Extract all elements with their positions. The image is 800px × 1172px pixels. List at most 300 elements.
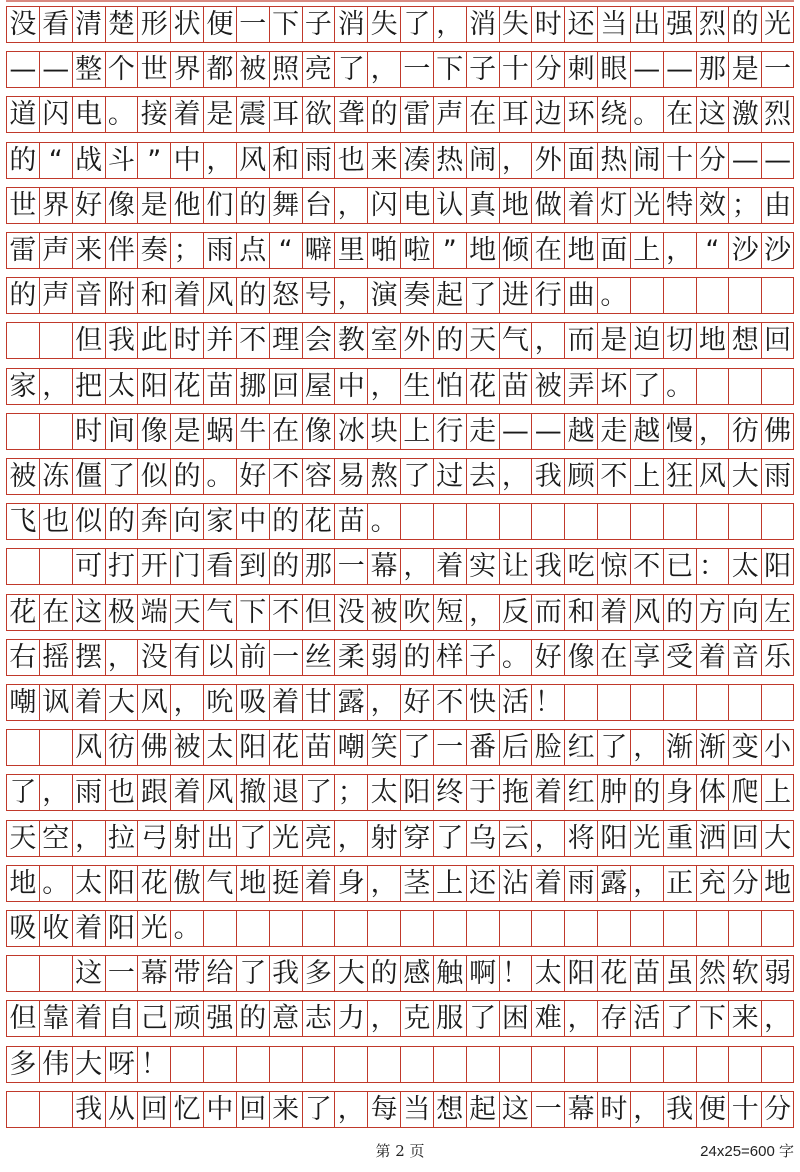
grid-cell: 环 xyxy=(564,97,597,132)
grid-cell: ” xyxy=(433,233,466,268)
grid-cell xyxy=(531,911,564,946)
grid-cell: ； xyxy=(334,775,367,810)
grid-cell: 着 xyxy=(72,911,105,946)
grid-cell: 反 xyxy=(499,595,532,630)
grid-cell: 那 xyxy=(696,52,729,87)
grid-cell: 地 xyxy=(499,188,532,223)
grid-cell xyxy=(433,1047,466,1082)
grid-cell: 风 xyxy=(137,685,170,720)
grid-cell: 我 xyxy=(663,1092,696,1127)
grid-cell: 我 xyxy=(72,1092,105,1127)
grid-cell: 想 xyxy=(433,1092,466,1127)
grid-cell: 吃 xyxy=(564,549,597,584)
grid-cell: 我 xyxy=(269,956,302,991)
grid-cell: 正 xyxy=(663,866,696,901)
grid-cell: 终 xyxy=(433,775,466,810)
grid-cell: ， xyxy=(499,143,532,178)
grid-cell xyxy=(564,685,597,720)
grid-cell xyxy=(531,504,564,539)
grid-cell xyxy=(728,685,761,720)
grid-cell xyxy=(564,911,597,946)
grid-cell: 苗 xyxy=(334,504,367,539)
grid-cell: 奏 xyxy=(137,233,170,268)
grid-cell: 射 xyxy=(367,821,400,856)
grid-cell: 声 xyxy=(39,233,72,268)
grid-cell: 将 xyxy=(564,821,597,856)
grid-cell xyxy=(400,911,433,946)
grid-cell: 也 xyxy=(105,775,138,810)
grid-cell: ， xyxy=(334,278,367,313)
grid-cell: 斗 xyxy=(105,143,138,178)
grid-cell: — xyxy=(531,414,564,449)
grid-cell: 闹 xyxy=(466,143,499,178)
grid-cell xyxy=(39,730,72,765)
grid-cell: 会 xyxy=(302,323,335,358)
grid-cell: 震 xyxy=(236,97,269,132)
grid-cell: 外 xyxy=(531,143,564,178)
grid-cell: 的 xyxy=(728,7,761,42)
grid-cell: 起 xyxy=(466,1092,499,1127)
grid-cell: 耳 xyxy=(269,97,302,132)
grid-row xyxy=(6,820,794,857)
grid-cell: 教 xyxy=(334,323,367,358)
grid-cell: 不 xyxy=(433,685,466,720)
grid-cell: 挪 xyxy=(236,369,269,404)
grid-cell: 好 xyxy=(400,685,433,720)
grid-cell: 清 xyxy=(72,7,105,42)
grid-cell: 容 xyxy=(302,459,335,494)
grid-cell: 右 xyxy=(6,640,39,675)
grid-cell: 和 xyxy=(137,278,170,313)
grid-cell: 的 xyxy=(236,278,269,313)
grid-cell: 活 xyxy=(630,1001,663,1036)
grid-cell: 下 xyxy=(269,7,302,42)
grid-cell: 由 xyxy=(761,188,794,223)
grid-cell: 倾 xyxy=(499,233,532,268)
grid-cell: 烈 xyxy=(696,7,729,42)
grid-cell: 他 xyxy=(170,188,203,223)
grid-cell: 冰 xyxy=(334,414,367,449)
grid-cell: 看 xyxy=(203,549,236,584)
grid-cell: 僵 xyxy=(72,459,105,494)
grid-cell: 苗 xyxy=(203,369,236,404)
grid-cell: 收 xyxy=(39,911,72,946)
grid-cell: 音 xyxy=(728,640,761,675)
grid-cell xyxy=(663,685,696,720)
grid-cell: 存 xyxy=(597,1001,630,1036)
grid-cell: 亮 xyxy=(302,821,335,856)
grid-cell xyxy=(728,369,761,404)
grid-cell xyxy=(302,1047,335,1082)
grid-cell xyxy=(499,1047,532,1082)
grid-cell xyxy=(696,504,729,539)
grid-cell: 还 xyxy=(466,866,499,901)
grid-cell: 子 xyxy=(302,7,335,42)
grid-cell: 回 xyxy=(269,369,302,404)
grid-cell: 子 xyxy=(466,640,499,675)
grid-cell: 的 xyxy=(400,640,433,675)
grid-cell: 室 xyxy=(367,323,400,358)
grid-cell xyxy=(728,1047,761,1082)
grid-cell: 享 xyxy=(630,640,663,675)
grid-cell: 中 xyxy=(170,143,203,178)
grid-cell xyxy=(663,911,696,946)
grid-row xyxy=(6,96,794,133)
grid-cell: 下 xyxy=(236,595,269,630)
grid-cell: 分 xyxy=(761,1092,794,1127)
grid-cell: 被 xyxy=(531,369,564,404)
grid-cell: 中 xyxy=(334,369,367,404)
grid-cell: 一 xyxy=(236,7,269,42)
grid-cell: 彷 xyxy=(728,414,761,449)
grid-cell: 后 xyxy=(499,730,532,765)
grid-cell: 乌 xyxy=(466,821,499,856)
grid-cell: 面 xyxy=(597,233,630,268)
grid-cell: 天 xyxy=(170,595,203,630)
grid-cell xyxy=(728,504,761,539)
grid-cell: 光 xyxy=(630,188,663,223)
grid-cell xyxy=(400,504,433,539)
grid-cell: ， xyxy=(39,369,72,404)
grid-cell: 激 xyxy=(728,97,761,132)
grid-cell: 十 xyxy=(499,52,532,87)
grid-cell: ， xyxy=(400,549,433,584)
grid-cell: 了 xyxy=(334,52,367,87)
grid-cell: 有 xyxy=(170,640,203,675)
grid-cell: 着 xyxy=(302,866,335,901)
grid-cell xyxy=(6,414,39,449)
grid-cell: 惊 xyxy=(597,549,630,584)
grid-cell: — xyxy=(6,52,39,87)
grid-row xyxy=(6,639,794,676)
grid-cell: 了 xyxy=(466,1001,499,1036)
grid-cell: 下 xyxy=(433,52,466,87)
grid-cell: 理 xyxy=(269,323,302,358)
composition-grid-paper xyxy=(6,0,794,1144)
grid-cell: 了 xyxy=(302,1092,335,1127)
grid-row xyxy=(6,232,794,269)
grid-cell: 上 xyxy=(630,459,663,494)
grid-cell: 着 xyxy=(597,595,630,630)
grid-cell: 曲 xyxy=(564,278,597,313)
grid-cell: 不 xyxy=(269,595,302,630)
grid-cell: 着 xyxy=(170,278,203,313)
grid-cell: 气 xyxy=(203,866,236,901)
grid-cell: 甘 xyxy=(302,685,335,720)
grid-cell: 号 xyxy=(302,278,335,313)
grid-cell: 的 xyxy=(236,188,269,223)
grid-cell xyxy=(761,369,794,404)
grid-cell: 中 xyxy=(236,504,269,539)
grid-cell: 好 xyxy=(236,459,269,494)
grid-cell: 触 xyxy=(433,956,466,991)
grid-row xyxy=(6,548,794,585)
grid-cell: 块 xyxy=(367,414,400,449)
grid-cell: 中 xyxy=(203,1092,236,1127)
grid-cell: 地 xyxy=(236,866,269,901)
grid-cell: 吮 xyxy=(203,685,236,720)
grid-cell: “ xyxy=(39,143,72,178)
grid-cell: 把 xyxy=(72,369,105,404)
grid-cell: ， xyxy=(367,52,400,87)
grid-cell: 露 xyxy=(597,866,630,901)
grid-cell: 花 xyxy=(302,504,335,539)
grid-cell: 而 xyxy=(564,323,597,358)
grid-cell: 十 xyxy=(663,143,696,178)
grid-cell: 着 xyxy=(170,775,203,810)
grid-cell: 回 xyxy=(761,323,794,358)
grid-cell: 不 xyxy=(630,549,663,584)
grid-cell: 。 xyxy=(170,911,203,946)
grid-cell xyxy=(367,1047,400,1082)
grid-cell: 像 xyxy=(564,640,597,675)
grid-cell: 阳 xyxy=(564,956,597,991)
grid-cell: 消 xyxy=(334,7,367,42)
grid-cell: 佛 xyxy=(761,414,794,449)
grid-cell: 渐 xyxy=(663,730,696,765)
grid-row xyxy=(6,187,794,224)
grid-cell: 前 xyxy=(236,640,269,675)
grid-cell: 太 xyxy=(728,549,761,584)
grid-cell: 的 xyxy=(367,97,400,132)
grid-cell: 风 xyxy=(72,730,105,765)
grid-cell xyxy=(170,1047,203,1082)
grid-cell: 向 xyxy=(170,504,203,539)
grid-cell: 真 xyxy=(466,188,499,223)
grid-row xyxy=(6,684,794,721)
grid-cell: 演 xyxy=(367,278,400,313)
grid-cell: 闪 xyxy=(367,188,400,223)
grid-cell: 分 xyxy=(696,143,729,178)
grid-cell: 们 xyxy=(203,188,236,223)
grid-cell: 摆 xyxy=(72,640,105,675)
grid-cell: 讽 xyxy=(39,685,72,720)
grid-cell: 丝 xyxy=(302,640,335,675)
grid-cell: 气 xyxy=(499,323,532,358)
grid-cell: 弱 xyxy=(367,640,400,675)
grid-cell: 附 xyxy=(105,278,138,313)
grid-cell: 接 xyxy=(137,97,170,132)
grid-cell: 是 xyxy=(597,323,630,358)
grid-cell: 也 xyxy=(39,504,72,539)
grid-cell: 靠 xyxy=(39,1001,72,1036)
grid-row xyxy=(6,503,794,540)
grid-cell: 彷 xyxy=(105,730,138,765)
grid-cell: 了 xyxy=(400,7,433,42)
grid-cell: 时 xyxy=(170,323,203,358)
grid-cell: 受 xyxy=(663,640,696,675)
grid-cell: ， xyxy=(630,1092,663,1127)
grid-cell: 地 xyxy=(564,233,597,268)
grid-cell: 面 xyxy=(564,143,597,178)
grid-cell: ， xyxy=(334,821,367,856)
grid-cell: 光 xyxy=(761,7,794,42)
grid-row xyxy=(6,729,794,766)
grid-cell: 飞 xyxy=(6,504,39,539)
grid-cell: — xyxy=(663,52,696,87)
grid-cell: 端 xyxy=(137,595,170,630)
grid-cell: 闹 xyxy=(630,143,663,178)
grid-cell: 跟 xyxy=(137,775,170,810)
grid-cell: 。 xyxy=(663,369,696,404)
grid-cell: 失 xyxy=(499,7,532,42)
grid-cell: ： xyxy=(696,549,729,584)
grid-cell: 难 xyxy=(531,1001,564,1036)
grid-cell: 撤 xyxy=(236,775,269,810)
grid-cell: ， xyxy=(170,685,203,720)
grid-row xyxy=(6,594,794,631)
grid-row xyxy=(6,774,794,811)
grid-cell: 着 xyxy=(696,640,729,675)
grid-cell: 走 xyxy=(597,414,630,449)
grid-cell xyxy=(597,504,630,539)
grid-cell xyxy=(630,911,663,946)
grid-cell: 越 xyxy=(630,414,663,449)
grid-cell: 回 xyxy=(137,1092,170,1127)
grid-cell: 软 xyxy=(728,956,761,991)
grid-cell: 大 xyxy=(334,956,367,991)
grid-cell: 强 xyxy=(203,1001,236,1036)
grid-cell xyxy=(728,278,761,313)
grid-cell: 的 xyxy=(6,143,39,178)
grid-cell: 了 xyxy=(597,730,630,765)
grid-cell: 多 xyxy=(6,1047,39,1082)
grid-cell: 感 xyxy=(400,956,433,991)
grid-cell: 时 xyxy=(597,1092,630,1127)
grid-cell: 小 xyxy=(761,730,794,765)
grid-cell: 充 xyxy=(696,866,729,901)
grid-cell xyxy=(334,911,367,946)
grid-cell: 力 xyxy=(334,1001,367,1036)
grid-cell: 重 xyxy=(663,821,696,856)
grid-cell: 着 xyxy=(531,775,564,810)
grid-cell: 气 xyxy=(203,595,236,630)
grid-cell: 的 xyxy=(663,595,696,630)
grid-cell: 样 xyxy=(433,640,466,675)
grid-cell: 台 xyxy=(302,188,335,223)
grid-cell: 地 xyxy=(6,866,39,901)
grid-cell: 我 xyxy=(531,459,564,494)
grid-cell: 时 xyxy=(531,7,564,42)
grid-cell xyxy=(499,911,532,946)
grid-cell: 下 xyxy=(696,1001,729,1036)
grid-cell: 都 xyxy=(203,52,236,87)
grid-cell: 起 xyxy=(433,278,466,313)
grid-cell: 照 xyxy=(269,52,302,87)
grid-cell: ； xyxy=(728,188,761,223)
grid-cell: 体 xyxy=(696,775,729,810)
grid-cell: 风 xyxy=(236,143,269,178)
grid-cell: 没 xyxy=(6,7,39,42)
grid-cell: 但 xyxy=(302,595,335,630)
grid-cell: 失 xyxy=(367,7,400,42)
grid-cell: 间 xyxy=(105,414,138,449)
grid-cell: 的 xyxy=(6,278,39,313)
grid-cell: 了 xyxy=(6,775,39,810)
grid-cell: 雨 xyxy=(302,143,335,178)
grid-cell: 牛 xyxy=(236,414,269,449)
grid-cell: 射 xyxy=(170,821,203,856)
grid-cell: 带 xyxy=(170,956,203,991)
grid-cell: — xyxy=(499,414,532,449)
grid-cell xyxy=(6,323,39,358)
grid-cell: 啪 xyxy=(367,233,400,268)
grid-cell: 便 xyxy=(696,1092,729,1127)
grid-cell: 屋 xyxy=(302,369,335,404)
grid-cell: 脸 xyxy=(531,730,564,765)
grid-cell: ， xyxy=(334,188,367,223)
grid-cell: ， xyxy=(531,821,564,856)
grid-cell: 意 xyxy=(269,1001,302,1036)
grid-cell: 我 xyxy=(105,323,138,358)
grid-cell: 拖 xyxy=(499,775,532,810)
grid-cell: 做 xyxy=(531,188,564,223)
grid-cell: 红 xyxy=(564,730,597,765)
grid-cell: 。 xyxy=(367,504,400,539)
grid-cell: 服 xyxy=(433,1001,466,1036)
grid-row xyxy=(6,1000,794,1037)
grid-cell: “ xyxy=(269,233,302,268)
grid-cell: 阳 xyxy=(400,775,433,810)
grid-cell: ， xyxy=(105,640,138,675)
grid-cell: 左 xyxy=(761,595,794,630)
grid-cell: 阳 xyxy=(236,730,269,765)
grid-cell xyxy=(334,1047,367,1082)
grid-cell: 到 xyxy=(236,549,269,584)
grid-cell: 好 xyxy=(72,188,105,223)
grid-cell: 子 xyxy=(466,52,499,87)
grid-cell xyxy=(761,1047,794,1082)
grid-cell: 阳 xyxy=(137,369,170,404)
grid-cell: 形 xyxy=(137,7,170,42)
grid-cell: 眼 xyxy=(597,52,630,87)
grid-cell xyxy=(400,1047,433,1082)
grid-cell xyxy=(433,504,466,539)
grid-cell: 声 xyxy=(39,278,72,313)
grid-cell xyxy=(269,1047,302,1082)
grid-cell: 幕 xyxy=(564,1092,597,1127)
grid-cell: 太 xyxy=(531,956,564,991)
grid-cell: 亮 xyxy=(302,52,335,87)
grid-size-label: 24x25=600 字 xyxy=(700,1143,794,1160)
grid-cell: 像 xyxy=(105,188,138,223)
grid-cell: ！ xyxy=(499,956,532,991)
grid-cell: ， xyxy=(367,1001,400,1036)
grid-cell: 地 xyxy=(696,323,729,358)
grid-cell: 露 xyxy=(334,685,367,720)
grid-cell xyxy=(302,911,335,946)
grid-cell: 没 xyxy=(334,595,367,630)
grid-cell: 光 xyxy=(137,911,170,946)
grid-cell: 走 xyxy=(466,414,499,449)
grid-cell: 向 xyxy=(728,595,761,630)
grid-cell: 在 xyxy=(39,595,72,630)
grid-cell: 风 xyxy=(696,459,729,494)
grid-row xyxy=(6,368,794,405)
grid-cell: 行 xyxy=(433,414,466,449)
grid-cell: 着 xyxy=(564,188,597,223)
grid-cell: 方 xyxy=(696,595,729,630)
grid-cell: 活 xyxy=(499,685,532,720)
grid-cell: 便 xyxy=(203,7,236,42)
grid-cell: 己 xyxy=(137,1001,170,1036)
grid-cell: 沙 xyxy=(728,233,761,268)
grid-cell: 并 xyxy=(203,323,236,358)
grid-cell: 。 xyxy=(203,459,236,494)
grid-cell: 云 xyxy=(499,821,532,856)
grid-cell: 空 xyxy=(39,821,72,856)
grid-cell: 渐 xyxy=(696,730,729,765)
